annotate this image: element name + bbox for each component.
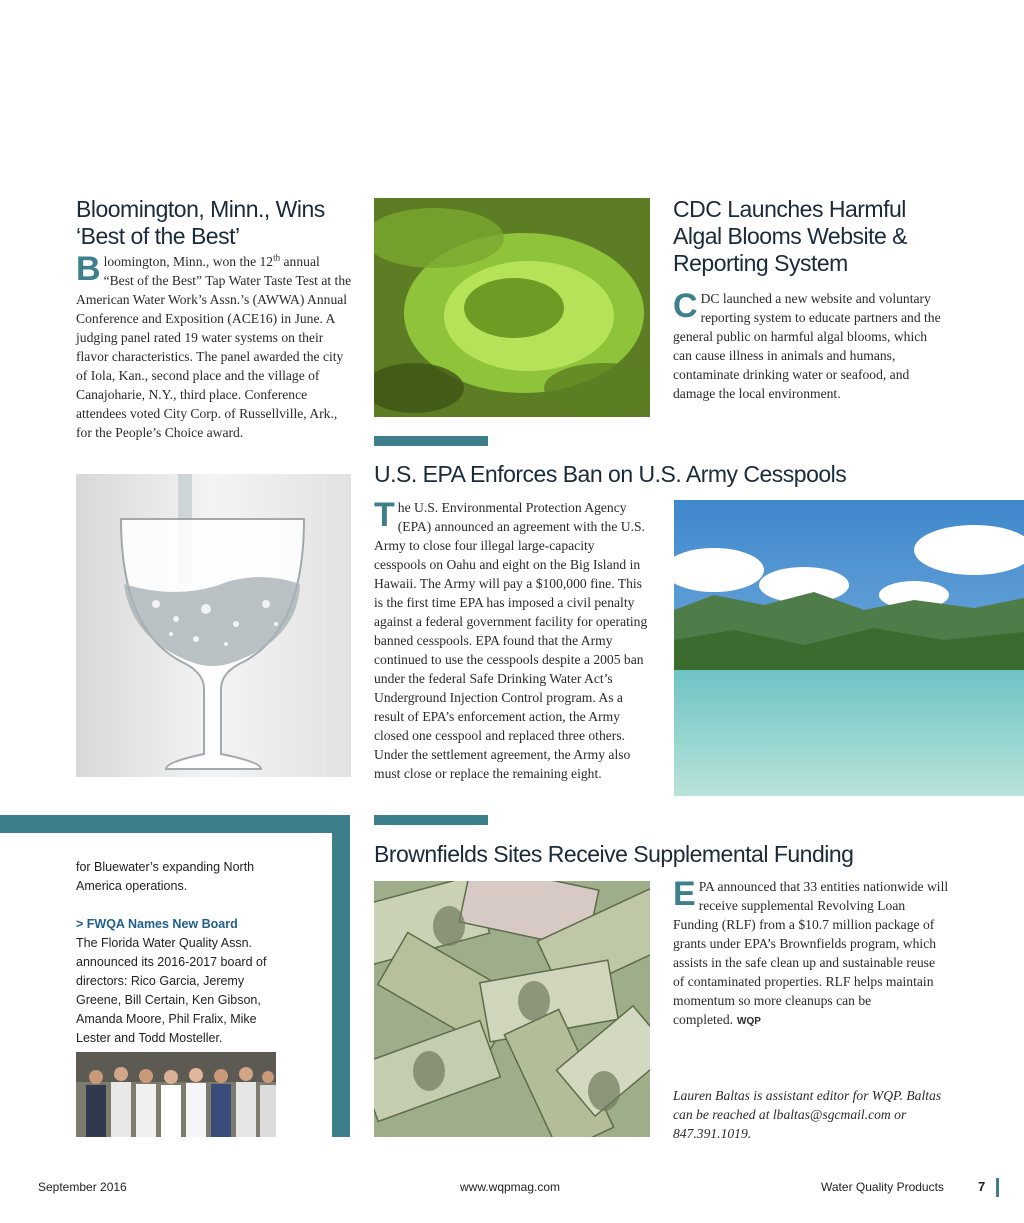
page-number-bar: [996, 1178, 999, 1197]
page-number: 7: [978, 1179, 986, 1194]
section-divider: [374, 815, 488, 825]
hawaii-beach-image: [674, 500, 1024, 796]
board-group-image: [76, 1052, 276, 1137]
cdc-body: CDC launched a new website and voluntary reporting system to educate partners and the general public on harmful algal blooms, which can cause illness in animals and humans, contaminate drinking water or seafood, and damage the local environment.: [673, 287, 941, 401]
water-glass-photo: [76, 474, 351, 777]
money-photo: [374, 881, 650, 1137]
sidebar-continued-text: for Bluewater’s expanding North America operations.: [76, 860, 255, 893]
brownfields-title: Brownfields Sites Receive Supplemental Funding: [374, 841, 854, 867]
sidebar-body: The Florida Water Quality Assn. announced its 2016-2017 board of directors: Rico Garcia, Jeremy Greene, Bill Certain, Ken Gibson, Amanda Moore, Phil Fralix, Mike Lester and Todd Mosteller.: [76, 936, 267, 1045]
brownfields-body: EPA announced that 33 entities nationwide will receive supplemental Revolving Loan Funding (RLF) from a $10.7 million package of grants under EPA’s Brownfields program, which assists in the safe clean up and sustainable reuse of contaminated properties. RLF helps maintain momentum so more cleanups can be completed. WQP: [673, 875, 949, 1027]
footer-date: September 2016: [38, 1180, 127, 1194]
cdc-title: CDC Launches Harmful Algal Blooms Website & Reporting System: [673, 196, 908, 276]
bloomington-body: Bloomington, Minn., won the 12th annual “Best of the Best” Tap Water Taste Test at the American Water Work’s Assn.’s (AWWA) Annual Conference and Exposition (ACE16) in June. A judging panel rated 19 water systems on their flavor characteristics. The panel awarded the city of Iola, Kan., second place and the village of Canajoharie, N.Y., third place. Conference attendees voted City Corp. of Russellville, Ark., for the People’s Choice award.: [76, 250, 352, 440]
money-image: [374, 881, 650, 1137]
epa-body: The U.S. Environmental Protection Agency (EPA) announced an agreement with the U.S. Army to close four illegal large-capacity cesspools on Oahu and eight on the Big Island in Hawaii. The Army will pay a $100,000 fine. This is the first time EPA has imposed a civil penalty against a federal government facility for operating banned cesspools. EPA found that the Army continued to use the cesspools despite a 2005 ban under the federal Safe Drinking Water Act’s Underground Injection Control program. As a result of EPA’s enforcement action, the Army closed one cesspool and replaced three others. Under the settlement agreement, the Army also must close or replace the remaining eight.: [374, 496, 648, 781]
water-glass-image: [76, 474, 351, 777]
section-divider: [374, 436, 488, 446]
dropcap: C: [673, 287, 698, 325]
sidebar-top-bar: [0, 815, 350, 833]
footer-url[interactable]: www.wqpmag.com: [460, 1180, 561, 1194]
hawaii-beach-photo: [674, 500, 1024, 796]
dropcap: T: [374, 496, 395, 534]
epa-title: U.S. EPA Enforces Ban on U.S. Army Cesspools: [374, 461, 847, 487]
author-bio: Lauren Baltas is assistant editor for WQP. Baltas can be reached at lbaltas@sgcmail.com or 847.391.1019.: [673, 1088, 942, 1141]
board-group-photo: [76, 1052, 276, 1137]
algae-photo: [374, 198, 650, 417]
footer-publication: Water Quality Products: [821, 1180, 944, 1194]
sidebar-right-bar: [332, 815, 350, 1137]
dropcap: E: [673, 875, 696, 913]
algae-image: [374, 198, 650, 417]
sidebar-heading: > FWQA Names New Board: [76, 917, 238, 931]
dropcap: B: [76, 250, 101, 288]
bloomington-title: Bloomington, Minn., Wins ‘Best of the Best’: [76, 196, 325, 249]
wqp-end-mark: WQP: [737, 1016, 761, 1027]
